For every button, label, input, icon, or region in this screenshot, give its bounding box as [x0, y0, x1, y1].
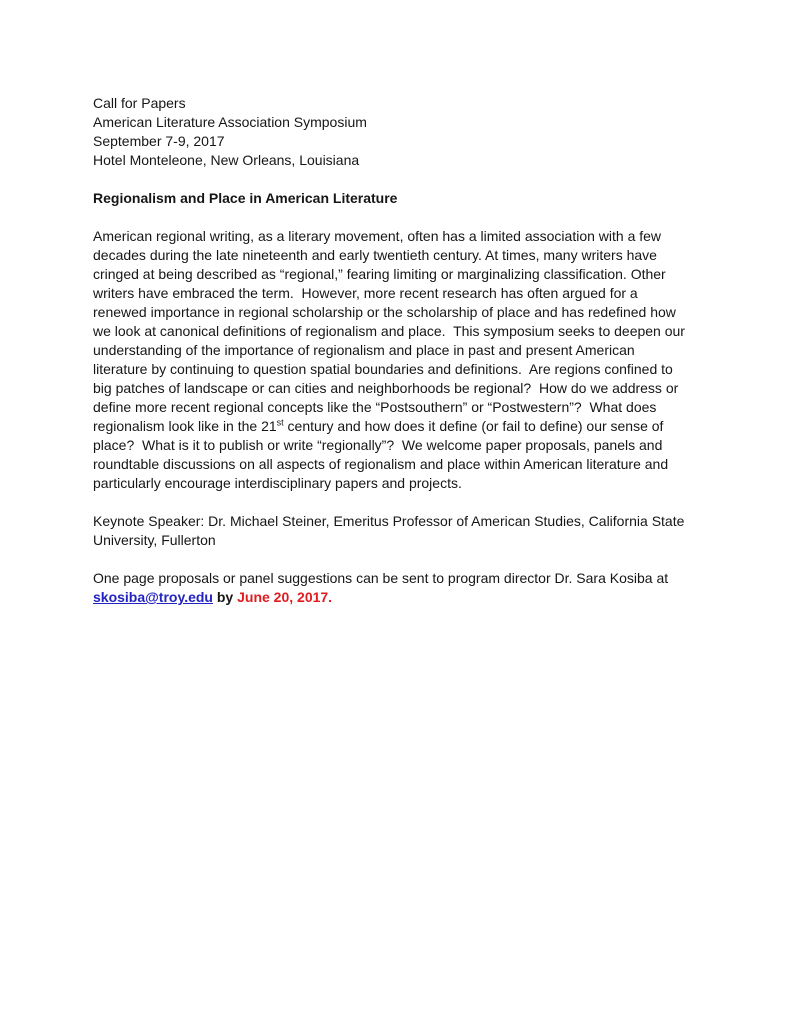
document-title-block: [93, 189, 721, 208]
body-line: place? What is it to publish or write “regionally”? We welcome paper proposals, panels and: [93, 437, 663, 453]
closing-deadline-line: [93, 588, 721, 607]
closing-paragraph: [93, 569, 721, 607]
body-line: big patches of landscape or can cities and neighborhoods be regional? How do we address or: [93, 380, 679, 396]
body-line: roundtable discussions on all aspects of regionalism and place within American literature and: [93, 456, 669, 472]
body-line: writers have embraced the term. However, more recent research has often argued for a: [93, 285, 638, 301]
body-line: decades during the late nineteenth and early twentieth century. At times, many writers have: [93, 247, 657, 263]
deadline-date: June 20, 2017.: [237, 589, 333, 605]
keynote-line: University, Fullerton: [93, 532, 216, 548]
superscript-line-post: century and how does it define (or fail to define) our sense of: [283, 418, 664, 434]
body-line-with-superscript: [93, 417, 721, 436]
body-paragraph: [93, 227, 721, 493]
ordinal-superscript: st: [276, 417, 284, 428]
header-line-dates: September 7-9, 2017: [93, 133, 225, 149]
body-line: understanding of the importance of regionalism and place in past and present American: [93, 342, 635, 358]
superscript-line-pre: regionalism look like in the 21: [93, 418, 277, 434]
closing-line: One page proposals or panel suggestions can be sent to program director Dr. Sara Kosiba at: [93, 570, 669, 586]
closing-mid-text: by: [212, 589, 238, 605]
body-line: American regional writing, as a literary movement, often has a limited association with a few: [93, 228, 662, 244]
header-line-venue: Hotel Monteleone, New Orleans, Louisiana: [93, 152, 360, 168]
body-line: particularly encourage interdisciplinary papers and projects.: [93, 475, 462, 491]
body-line: renewed importance in regional scholarship or the scholarship of place and has redefined how: [93, 304, 676, 320]
document-header: [93, 94, 721, 170]
body-line: cringed at being described as “regional,” fearing limiting or marginalizing classification. Other: [93, 266, 666, 282]
body-line: we look at canonical definitions of regionalism and place. This symposium seeks to deepen our: [93, 323, 685, 339]
document-title: Regionalism and Place in American Literature: [93, 190, 398, 206]
keynote-line: Keynote Speaker: Dr. Michael Steiner, Emeritus Professor of American Studies, California State: [93, 513, 685, 529]
body-line: define more recent regional concepts like the “Postsouthern” or “Postwestern”? What does: [93, 399, 657, 415]
email-link[interactable]: skosiba@troy.edu: [93, 589, 213, 605]
header-line-call-for-papers: Call for Papers: [93, 95, 186, 111]
body-line: literature by continuing to question spatial boundaries and definitions. Are regions confined to: [93, 361, 673, 377]
keynote-paragraph: [93, 512, 721, 550]
header-line-association: American Literature Association Symposium: [93, 114, 367, 130]
